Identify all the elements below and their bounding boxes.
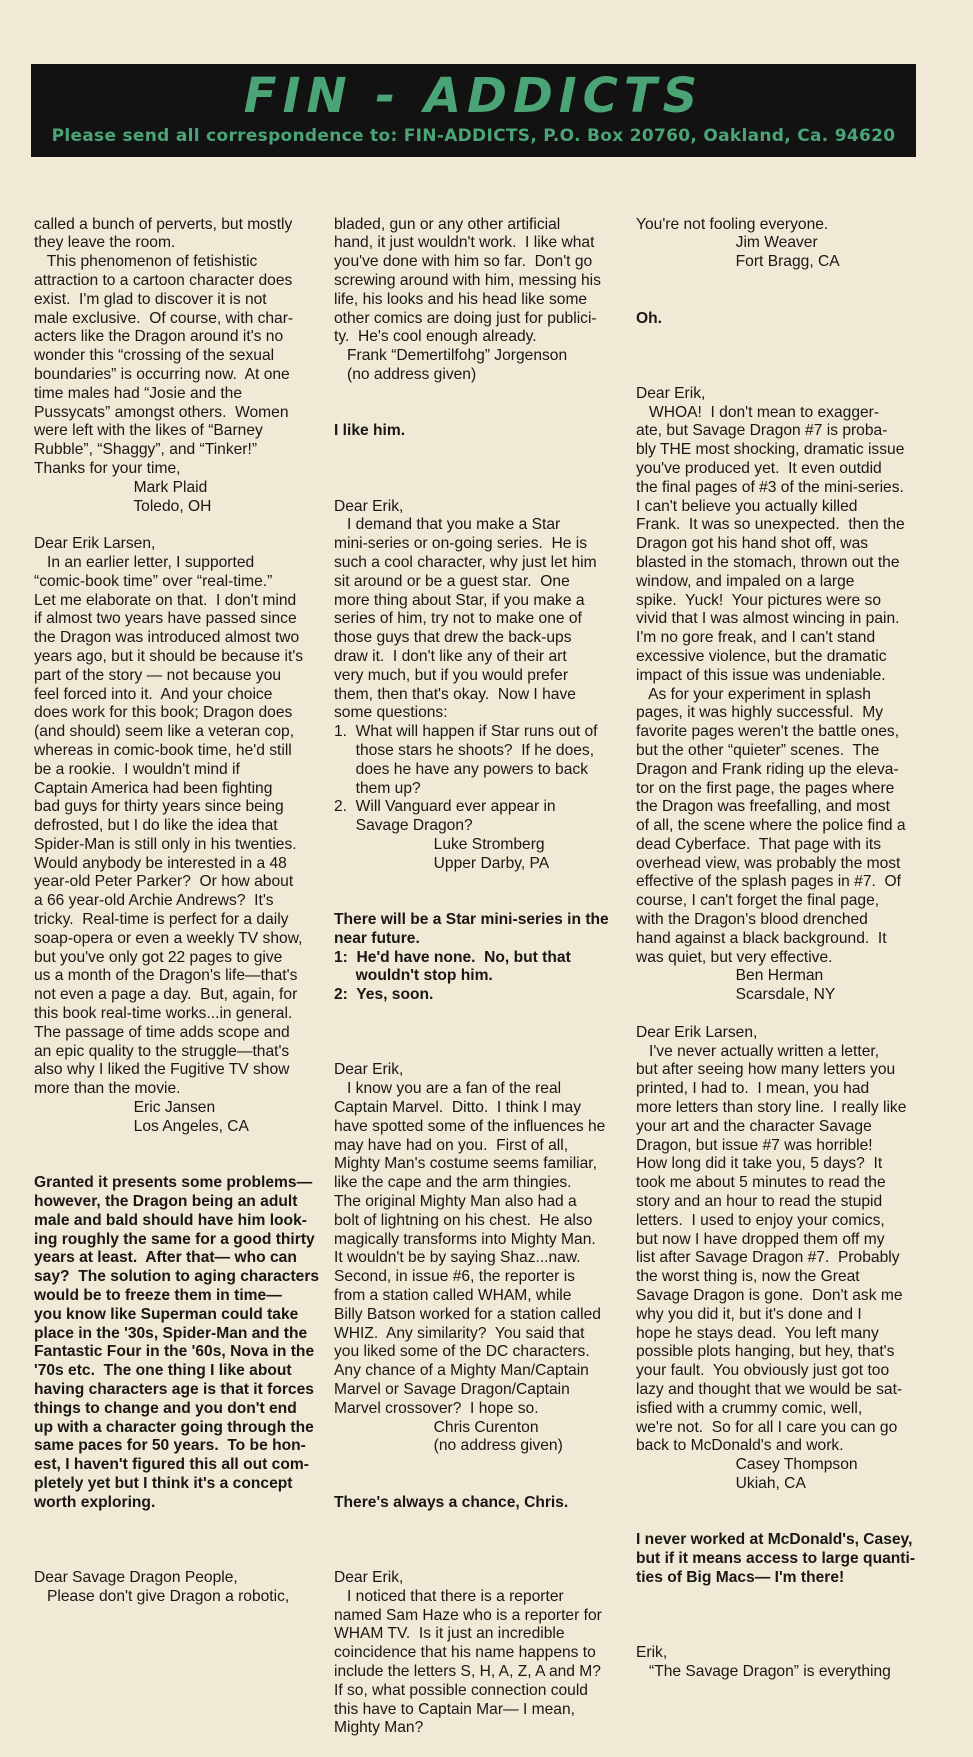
letter-text: Dear Erik, WHOA! I don't mean to exagger- ate, but Savage Dragon #7 is proba- bly THE most shocking, dramatic issue you've produced yet. It even outdid the final pages of #3 of the mini-series. I can't believe you actually killed Frank. It was so unexpected. then the Dragon got his hand shot off, was blasted in the stomach, thrown out the window, and impaled on a large spike. Yuck! Your pictures were so vivid that I was almost wincing in pain. I'm no gore freak, and I can't stand excessive violence, but the dramatic impact of this issue was undeniable. As for your experiment in splash pages, it was highly successful. My favorite pages weren't the battle ones, but the other “quieter” scenes. The Dragon and Frank riding up the eleva- tor on the first page, the pages where the Dragon was freefalling, and most of all, the scene where the police find a dead Cyberface. That page with its overhead view, was probably the most effective of the splash pages in #7. Of course, I can't forget the final page, with the Dragon's blood drenched hand against a black background. It was quiet, but very effective. Ben Herman Scarsdale, NY Dear Erik Larsen, I've never actually written a letter, but after seeing how many letters you printed, I had to. I mean, you had more letters than story line. I really like your art and the character Savage Dragon, but issue #7 was horrible! How long did it take you, 5 days? It took me about 5 minutes to read the story and an hour to read the stupid letters. I used to enjoy your comics, but now I have dropped them off my list after Savage Dragon #7. Probably the worst thing is, now the Great Savage Dragon is gone. Don't ask me why you did it, but it's done and I hope he stays dead. You left many possible plots hanging, but hey, that's your fault. You obviously just got too lazy and thought that we would be sat- isfied with a crummy comic, well, we're not. So for all I care you can go back to McDonald's and work. Casey Thompson Ukiah, CA xyxy=(636,384,907,1492)
editor-reply: Granted it presents some problems— however, the Dragon being an adult male and bald should have him look- ing roughly the same for a good thirty years at least. After that— who can say? The solution to aging characters would be to freeze them in time— you know like Superman could take place in the '30s, Spider-Man and the Fantastic Four in the '60s, Nova in the '70s etc. The one thing I like about having characters age is that it forces things to change and you don't end up with a character going through the same paces for 50 years. To be hon- est, I haven't figured this all out com- pletely yet but I think it's a concept worth exploring. xyxy=(34,1174,320,1511)
letter-text: Dear Erik, I know you are a fan of the real Captain Marvel. Ditto. I think I may have spotted some of the influences he may have had on you. First of all, Mighty Man's costume seems familiar, like the cape and the arm thingies. The original Mighty Man also had a bolt of lightning on his chest. He also magically transforms into Mighty Man. It wouldn't be by saying Shaz...naw. Second, in issue #6, the reporter is from a station called WHAM, while Billy Batson worked for a station called WHIZ. Any similarity? You said that you liked some of the DC characters. Any chance of a Mighty Man/Captain Marvel or Savage Dragon/Captain Marvel crossover? I hope so. Chris Curenton (no address given) xyxy=(334,1061,606,1455)
letter-text: bladed, gun or any other artificial hand, it just wouldn't work. I like what you've done with him so far. Don't go screwing around with him, messing his life, his looks and his head like some other comics are doing just for publici- ty. He's cool enough already. Frank “Demertilfohg” Jorgenson (no address given) xyxy=(334,215,601,383)
column-title: FIN - ADDICTS xyxy=(243,68,704,124)
editor-reply: There will be a Star mini-series in the near future. 1: He'd have none. No, but that wouldn't stop him. 2: Yes, soon. xyxy=(334,911,609,1004)
text-column-1 xyxy=(34,178,319,1625)
text-column-3 xyxy=(636,178,915,1701)
letter-text: Dear Savage Dragon People, Please don't give Dragon a robotic, xyxy=(34,1568,290,1605)
editor-reply: Oh. xyxy=(636,309,662,327)
letter-text: Erik, “The Savage Dragon” is everything xyxy=(636,1644,891,1680)
editor-reply: I like him. xyxy=(334,422,406,440)
letter-text: Dear Erik, I noticed that there is a reporter named Sam Haze who is a reporter for WHAM TV. Is it just an incredible coincidence that his name happens to include the letters S, H, A, Z, A and M? If so, what possible connection could this have to Captain Mar— I mean, Mighty Man? xyxy=(334,1568,602,1737)
editor-reply: There's always a chance, Chris. xyxy=(334,1493,569,1511)
letter-text: called a bunch of perverts, but mostly they leave the room. This phenomenon of fetishistic attraction to a cartoon character does exist. I'm glad to discover it is not male exclusive. Of course, with char- acters like the Dragon around it's no wonder this “crossing of the sexual boundaries” is occurring now. At one time males had “Josie and the Pussycats” amongst others. Women were left with the likes of “Barney Rubble”, “Shaggy”, and “Tinker!” Thanks for your time, Mark Plaid Toledo, OH Dear Erik Larsen, In an earlier letter, I supported “comic-book time” over “real-time.” Let me elaborate on that. I don't mind if almost two years have passed since the Dragon was introduced almost two years ago, but it should be because it's part of the story — not because you feel forced into it. And your choice does work for this book; Dragon does (and should) seem like a veteran cop, whereas in comic-book time, he'd still be a rookie. I wouldn't mind if Captain America had been fighting bad guys for thirty years since being defrosted, but I do like the idea that Spider-Man is still only in his twenties. Would anybody be interested in a 48 year-old Peter Parker? Or how about a 66 year-old Archie Andrews? It's tricky. Real-time is perfect for a daily soap-opera or even a weekly TV show, but you've only got 22 pages to give us a month of the Dragon's life—that's not even a page a day. But, again, for this book real-time works...in general. The passage of time adds scope and an epic quality to the struggle—that's also why I liked the Fugitive TV show more than the movie. Eric Jansen Los Angeles, CA xyxy=(34,215,304,1135)
text-column-2 xyxy=(334,178,609,1757)
letter-text: You're not fooling everyone. Jim Weaver Fort Bragg, CA xyxy=(636,215,840,271)
correspondence-address: Please send all correspondence to: FIN-ADDICTS, P.O. Box 20760, Oakland, Ca. 94620 xyxy=(51,126,896,146)
header-banner xyxy=(31,64,916,157)
editor-reply: I never worked at McDonald's, Casey, but if it means access to large quanti- ties of Big Macs— I'm there! xyxy=(636,1531,916,1586)
letter-text: Dear Erik, I demand that you make a Star mini-series or on-going series. He is such a cool character, why just let him sit around or be a guest star. One more thing about Star, if you make a series of him, try not to make one of those guys that drew the back-ups draw it. I don't like any of their art very much, but if you would prefer them, then that's okay. Now I have some questions: 1. What will happen if Star runs out of those stars he shoots? If he does, does he have any powers to back them up? 2. Will Vanguard ever appear in Savage Dragon? Luke Stromberg Upper Darby, PA xyxy=(334,497,598,872)
